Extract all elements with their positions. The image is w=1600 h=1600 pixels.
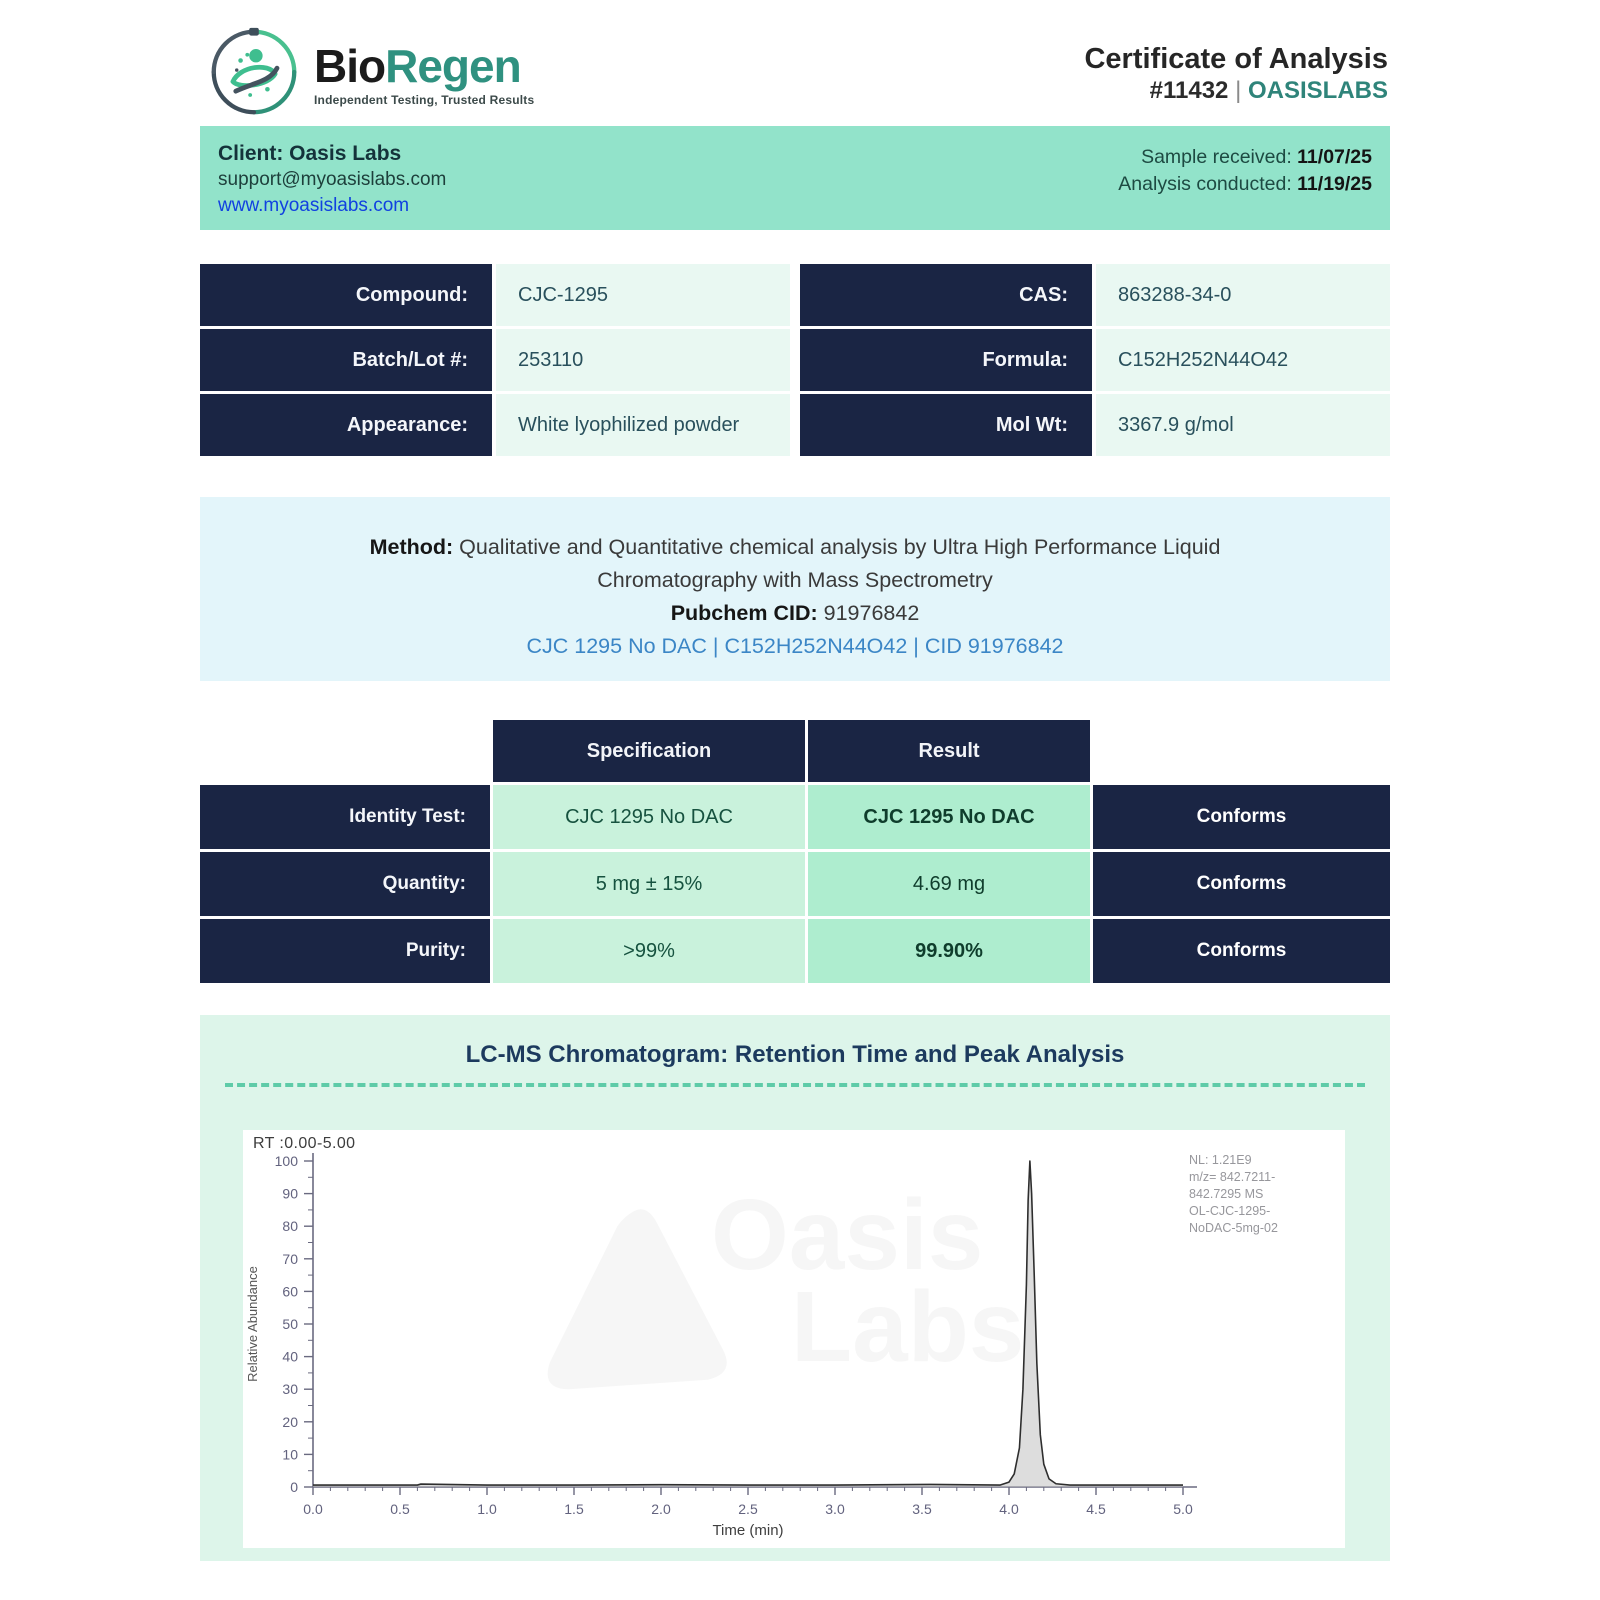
svg-text:1.0: 1.0 [477, 1501, 497, 1517]
result-header: Result [808, 720, 1090, 782]
svg-text:20: 20 [282, 1413, 298, 1430]
formula-value: C152H252N44O42 [1096, 329, 1390, 391]
bioregen-logo-icon [208, 26, 300, 123]
sample-received-label: Sample received: [1141, 146, 1298, 168]
bioregen-wordmark [314, 42, 534, 107]
batch-label: Batch/Lot #: [200, 329, 492, 391]
svg-text:Relative Abundance: Relative Abundance [245, 1266, 260, 1382]
pubchem-link[interactable]: CJC 1295 No DAC | C152H252N44O42 | CID 91976842 [526, 634, 1064, 658]
client-name: Client: Oasis Labs [218, 142, 402, 165]
method-section [200, 497, 1390, 681]
sample-received-value: 11/07/25 [1297, 146, 1372, 168]
results-row-quantity [200, 852, 1390, 916]
svg-text:4.5: 4.5 [1086, 1501, 1106, 1517]
pubchem-cid-value: 91976842 [817, 601, 920, 625]
method-label: Method: [369, 535, 454, 559]
method-text1: Qualitative and Quantitative chemical analysis by Ultra High Performance Liquid [453, 535, 1221, 559]
identity-test-spec: CJC 1295 No DAC [493, 785, 805, 849]
appearance-value: White lyophilized powder [496, 394, 790, 456]
method-line1 [200, 531, 1390, 564]
results-header-row [200, 720, 1390, 782]
certificate-title: Certificate of Analysis [1084, 43, 1388, 75]
sample-received-line [1118, 144, 1372, 171]
results-header-spacer-right [1093, 720, 1390, 782]
svg-text:1.5: 1.5 [564, 1501, 584, 1517]
bioregen-logo [208, 26, 534, 123]
purity-spec: >99% [493, 919, 805, 983]
chromatogram-title: LC-MS Chromatogram: Retention Time and Peak Analysis [465, 1041, 1125, 1068]
svg-text:90: 90 [282, 1185, 298, 1202]
identity-test-label: Identity Test: [200, 785, 490, 849]
lab-name: OASISLABS [1247, 77, 1388, 104]
cas-value: 863288-34-0 [1096, 264, 1390, 326]
identity-test-result: CJC 1295 No DAC [808, 785, 1090, 849]
svg-text:5.0: 5.0 [1173, 1501, 1193, 1517]
svg-text:4.0: 4.0 [999, 1501, 1019, 1517]
quantity-status: Conforms [1093, 852, 1390, 916]
purity-result: 99.90% [808, 919, 1090, 983]
svg-text:m/z= 842.7211-: m/z= 842.7211- [1189, 1170, 1276, 1184]
svg-text:40: 40 [282, 1348, 298, 1365]
rt-window-label: RT :0.00-5.00 [253, 1135, 356, 1152]
logo-tagline: Independent Testing, Trusted Results [314, 93, 535, 107]
svg-text:0.5: 0.5 [390, 1501, 410, 1517]
analysis-conducted-value: 11/19/25 [1297, 173, 1372, 195]
batch-value: 253110 [496, 329, 790, 391]
cas-label: CAS: [800, 264, 1092, 326]
formula-label: Formula: [800, 329, 1092, 391]
client-website-link[interactable]: www.myoasislabs.com [218, 195, 410, 216]
compound-table-right [800, 264, 1390, 456]
purity-status: Conforms [1093, 919, 1390, 983]
compound-value: CJC-1295 [496, 264, 790, 326]
results-row-purity [200, 919, 1390, 983]
svg-text:50: 50 [282, 1316, 298, 1332]
svg-text:2.5: 2.5 [738, 1501, 758, 1517]
method-line2: Chromatography with Mass Spectrometry [597, 568, 993, 592]
client-email: support@myoasislabs.com [218, 169, 447, 190]
identity-test-status: Conforms [1093, 785, 1390, 849]
svg-text:30: 30 [282, 1381, 298, 1398]
svg-text:0.0: 0.0 [303, 1501, 323, 1517]
analysis-conducted-line [1118, 171, 1372, 198]
brand-regen: Regen [385, 40, 521, 92]
pubchem-line [200, 597, 1390, 630]
pubchem-cid-label: Pubchem CID: [670, 601, 818, 625]
results-table [200, 720, 1390, 986]
analysis-conducted-label: Analysis conducted: [1118, 173, 1298, 195]
sample-dates-block [1118, 144, 1372, 198]
quantity-label: Quantity: [200, 852, 490, 916]
purity-label: Purity: [200, 919, 490, 983]
results-header-spacer-left [200, 720, 490, 782]
client-contact-block [218, 140, 446, 219]
svg-text:2.0: 2.0 [651, 1501, 671, 1517]
svg-text:3.0: 3.0 [825, 1501, 845, 1517]
compound-table-left [200, 264, 790, 456]
svg-text:Time (min): Time (min) [712, 1522, 784, 1539]
certificate-separator: | [1228, 77, 1248, 104]
specification-header: Specification [493, 720, 805, 782]
compound-label: Compound: [200, 264, 492, 326]
svg-text:842.7295 MS: 842.7295 MS [1189, 1187, 1264, 1201]
brand-bio: Bio [314, 40, 386, 92]
svg-text:70: 70 [282, 1250, 298, 1267]
dashed-divider [225, 1083, 1365, 1087]
svg-text:NoDAC-5mg-02: NoDAC-5mg-02 [1189, 1221, 1278, 1235]
svg-text:0: 0 [290, 1479, 298, 1495]
certificate-number: #11432 [1149, 77, 1229, 104]
svg-text:3.5: 3.5 [912, 1501, 932, 1517]
svg-text:10: 10 [282, 1446, 298, 1463]
svg-text:100: 100 [274, 1153, 298, 1169]
quantity-result: 4.69 mg [808, 852, 1090, 916]
chromatogram-chart [243, 1130, 1345, 1548]
certificate-header [1084, 42, 1388, 106]
client-info-bar [200, 126, 1390, 230]
svg-text:OL-CJC-1295-: OL-CJC-1295- [1189, 1204, 1271, 1218]
appearance-label: Appearance: [200, 394, 492, 456]
molwt-label: Mol Wt: [800, 394, 1092, 456]
results-row-identity [200, 785, 1390, 849]
svg-text:60: 60 [282, 1283, 298, 1300]
molwt-value: 3367.9 g/mol [1096, 394, 1390, 456]
chromatogram-section [200, 1015, 1390, 1561]
svg-text:NL: 1.21E9: NL: 1.21E9 [1189, 1153, 1252, 1167]
quantity-spec: 5 mg ± 15% [493, 852, 805, 916]
svg-text:80: 80 [282, 1218, 298, 1235]
chromatogram-plot-panel [243, 1130, 1345, 1548]
certificate-number-line [1084, 76, 1388, 106]
